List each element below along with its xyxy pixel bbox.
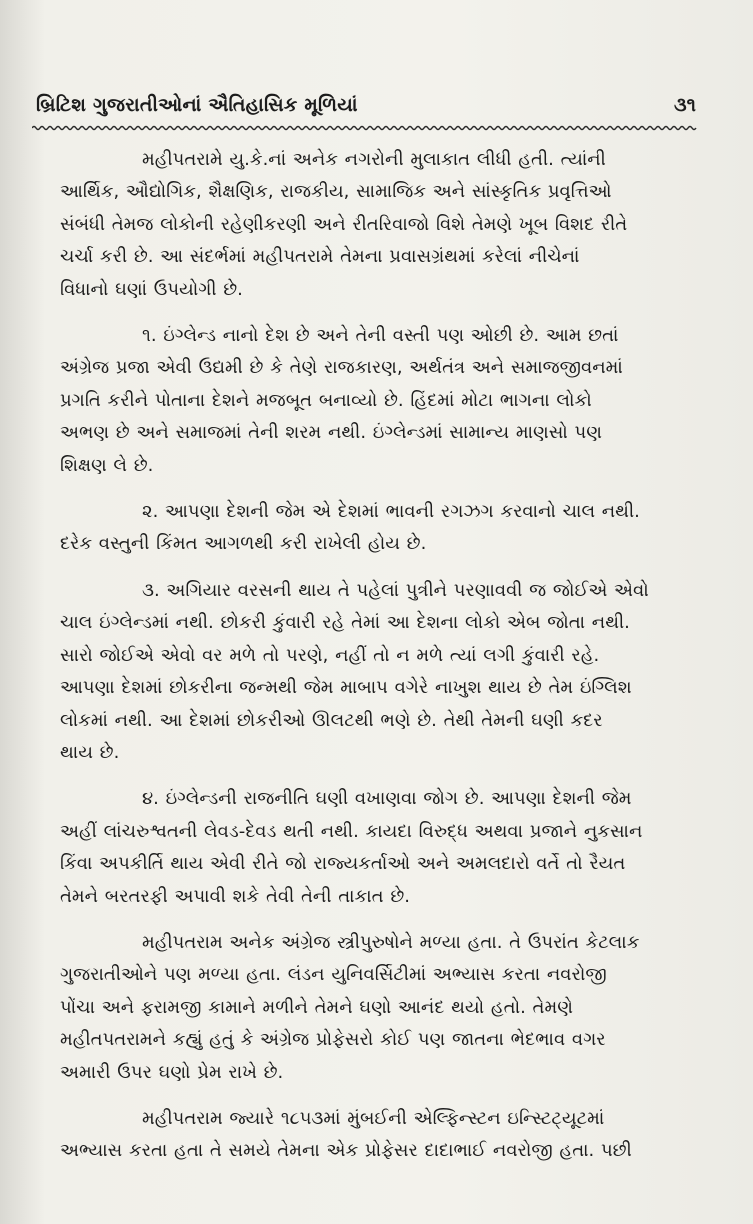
running-title: બ્રિટિશ ગુજરાતીઓનાં ઐતિહાસિક મૂળિયાં bbox=[36, 94, 358, 116]
paragraph bbox=[60, 1103, 700, 1168]
paragraph bbox=[60, 783, 700, 913]
text-line: ચાલ ઇંગ્લેન્ડમાં નથી. છોકરી કુંવારી રહે તેમાં આ દેશના લોકો એબ જોતા નથી. bbox=[60, 612, 630, 634]
text-line: કિંવા અપકીર્તિ થાય એવી રીતે જો રાજ્યકર્તાઓ અને અમલદારો વર્તે તો રૈયત bbox=[60, 853, 626, 875]
page-number: ૩૧ bbox=[674, 94, 696, 116]
text-line: મહીતપતરામને કહ્યું હતું કે અંગ્રેજ પ્રોફેસરો કોઈ પણ જાતના ભેદભાવ વગર bbox=[60, 1029, 606, 1051]
text-line: મહીપતરામ જ્યારે ૧૮૫૩માં મુંબઈની એલ્ફિન્સ્ટન ઇન્સ્ટિટ્યૂટમાં bbox=[142, 1107, 605, 1129]
text-line: ગુજરાતીઓને પણ મળ્યા હતા. લંડન યુનિવર્સિટીમાં અભ્યાસ કરતા નવરોજી bbox=[60, 964, 607, 986]
text-line: પ્રગતિ કરીને પોતાના દેશને મજબૂત બનાવ્યો છે. હિંદમાં મોટા ભાગના લોકો bbox=[60, 389, 592, 411]
text-line: તેમને બરતરફી અપાવી શકે તેવી તેની તાકાત છે. bbox=[60, 885, 410, 907]
body-text bbox=[60, 144, 700, 1168]
text-line: મહીપતરામ અનેક અંગ્રેજ સ્ત્રીપુરુષોને મળ્યા હતા. તે ઉપરાંત કેટલાક bbox=[142, 931, 640, 953]
text-line: ૩. અગિયાર વરસની થાય તે પહેલાં પુત્રીને પરણાવવી જ જોઈએ એવો bbox=[142, 579, 649, 601]
text-line: મહીપતરામે યુ.કે.નાં અનેક નગરોની મુલાકાત લીધી હતી. ત્યાંની bbox=[142, 149, 606, 170]
text-line: આર્થિક, ઔદ્યોગિક, શૈક્ષણિક, રાજકીય, સામાજિક અને સાંસ્કૃતિક પ્રવૃત્તિઓ bbox=[60, 181, 612, 203]
text-line: વિધાનો ઘણાં ઉપયોગી છે. bbox=[60, 278, 243, 300]
text-line: ૪. ઇંગ્લેન્ડની રાજનીતિ ઘણી વખાણવા જોગ છે. આપણા દેશની જેમ bbox=[142, 788, 632, 810]
text-line: લોકમાં નથી. આ દેશમાં છોકરીઓ ઊલટથી ભણે છે. તેથી તેમની ઘણી કદર bbox=[60, 709, 603, 731]
text-line: દરેક વસ્તુની કિંમત આગળથી કરી રાખેલી હોય છે. bbox=[60, 533, 427, 555]
text-line: સારો જોઈએ એવો વર મળે તો પરણે, નહીં તો ન મળે ત્યાં લગી કુંવારી રહે. bbox=[60, 644, 600, 666]
text-line: ૨. આપણા દેશની જેમ એ દેશમાં ભાવની રગઝગ કરવાનો ચાલ નથી. bbox=[142, 501, 640, 523]
text-line: અભણ છે અને સમાજમાં તેની શરમ નથી. ઇંગ્લેન્ડમાં સામાન્ય માણસો પણ bbox=[60, 422, 602, 444]
text-line: શિક્ષણ લે છે. bbox=[60, 454, 154, 476]
text-line: આપણા દેશમાં છોકરીના જન્મથી જેમ માબાપ વગેરે નાખુશ થાય છે તેમ ઇંગ્લિશ bbox=[60, 677, 632, 699]
text-line: અહીં લાંચરુશ્વતની લેવડ-દેવડ થતી નથી. કાયદા વિરુદ્ધ અથવા પ્રજાને નુકસાન bbox=[60, 820, 643, 842]
text-line: અમારી ઉપર ઘણો પ્રેમ રાખે છે. bbox=[60, 1061, 284, 1083]
text-line: અભ્યાસ કરતા હતા તે સમયે તેમના એક પ્રોફેસર દાદાભાઈ નવરોજી હતા. પછી bbox=[60, 1140, 632, 1162]
text-line: થાય છે. bbox=[60, 741, 120, 763]
paragraph bbox=[60, 320, 700, 482]
paragraph bbox=[60, 575, 700, 769]
text-line: ચર્ચા કરી છે. આ સંદર્ભમાં મહીપતરામે તેમના પ્રવાસગ્રંથમાં કરેલાં નીચેનાં bbox=[60, 246, 580, 268]
paragraph bbox=[60, 496, 700, 561]
paragraph bbox=[60, 144, 700, 306]
page-header bbox=[36, 92, 696, 124]
text-line: પોંચા અને ફરામજી કામાને મળીને તેમને ઘણો આનંદ થયો હતો. તેમણે bbox=[60, 996, 573, 1018]
text-line: અંગ્રેજ પ્રજા એવી ઉદ્યમી છે કે તેણે રાજકારણ, અર્થતંત્ર અને સમાજજીવનમાં bbox=[60, 357, 623, 379]
paragraph bbox=[60, 927, 700, 1089]
header-wavy-rule bbox=[32, 125, 698, 131]
text-line: સંબંધી તેમજ લોકોની રહેણીકરણી અને રીતરિવાજો વિશે તેમણે ખૂબ વિશદ રીતે bbox=[60, 213, 628, 235]
text-line: ૧. ઇંગ્લેન્ડ નાનો દેશ છે અને તેની વસ્તી પણ ઓછી છે. આમ છતાં bbox=[142, 325, 619, 347]
